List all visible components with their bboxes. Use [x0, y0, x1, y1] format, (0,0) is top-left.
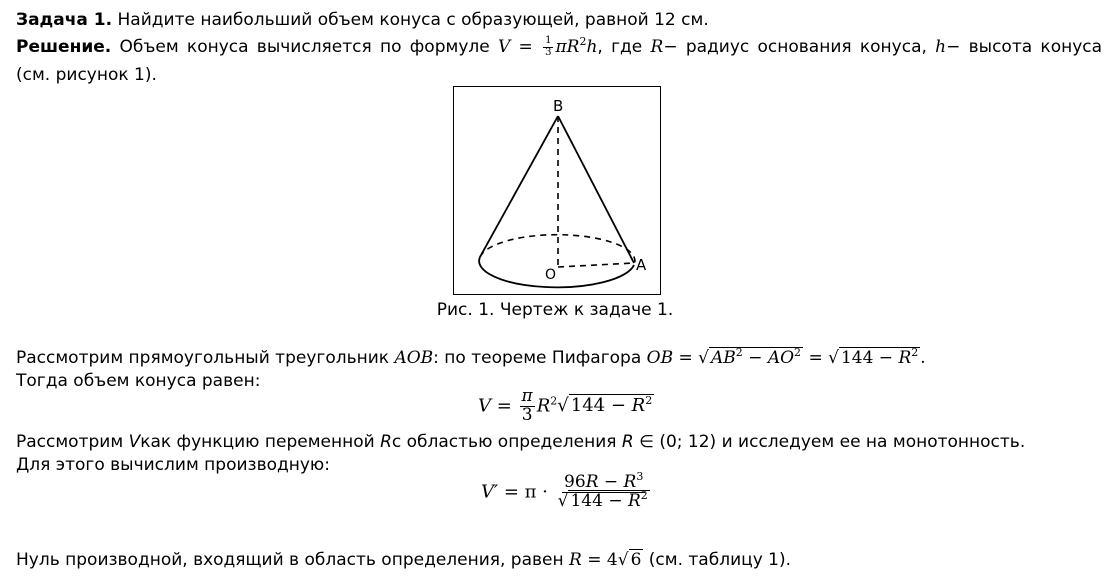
solution-text-7: Рассмотрим [16, 432, 124, 452]
label-B: B [553, 97, 564, 115]
task-label: Задача 1. [16, 10, 113, 30]
cone-edge-left [480, 116, 558, 257]
var-V: V [128, 432, 141, 452]
solution-text-9: с областью определения [391, 432, 617, 452]
figure-caption: Рис. 1. Чертеж к задаче 1. [436, 300, 674, 320]
pythagoras-formula: OB = √ $AB^2 - AO^2$ = √ $144 - R^2$ . [646, 346, 926, 368]
cone-edge-BA [558, 116, 634, 263]
var-h: h [935, 37, 947, 57]
solution-label: Решение. [16, 37, 112, 57]
solution-paragraph-5: Для этого вычислим производную: [16, 455, 330, 475]
solution-line-2: (см. рисунок 1). [16, 65, 157, 85]
var-R-2: R [380, 432, 392, 452]
solution-paragraph-3: Тогда объем конуса равен: [16, 371, 261, 391]
var-R: R [650, 37, 664, 57]
cone-radius-OA [558, 263, 634, 267]
zero-formula: R = 4√ 6 [569, 550, 642, 570]
solution-text-5: Рассмотрим прямоугольный треугольник [16, 348, 390, 368]
task-statement [16, 9, 709, 31]
label-O: O [545, 267, 557, 283]
volume-formula: V = $\frac{\pi}{3}$ $R^2√$ $144 - R^2$ [478, 386, 653, 425]
derivative-formula: V′ = π · $\frac{96R - R^3}{√ 144 - R^2}$ [481, 470, 648, 511]
solution-paragraph-2 [16, 347, 926, 369]
cone-volume-formula: V = $\frac{1}{3}$ $\pi R^2h$ [498, 35, 598, 58]
solution-text-1: Объем конуса вычисляется по формуле [119, 37, 490, 57]
solution-text-11: Нуль производной, входящий в область определения, равен [16, 550, 564, 570]
solution-text-10: и исследуем ее на монотонность. [721, 432, 1026, 452]
solution-paragraph-6 [16, 549, 791, 571]
solution-text-4: − высота конуса [946, 37, 1103, 57]
label-A: A [636, 256, 647, 274]
cone-drawing [454, 87, 660, 294]
solution-text-3: − радиус основания конуса, [663, 37, 927, 57]
cone-figure [453, 86, 661, 295]
solution-text-8: как функцию переменной [140, 432, 375, 452]
domain-expression: R ∈ (0; 12) [621, 432, 717, 452]
solution-text-12: (см. таблицу 1). [648, 550, 792, 570]
cone-base-front [479, 257, 634, 287]
solution-paragraph-1 [16, 36, 1102, 58]
task-text: Найдите наибольший объем конуса с образующей, равной 12 см. [117, 10, 709, 30]
solution-text-6: : по теореме Пифагора [433, 348, 642, 368]
solution-paragraph-4 [16, 431, 1025, 453]
triangle-AOB: AOB [394, 348, 434, 368]
solution-text-2: , где [597, 37, 643, 57]
